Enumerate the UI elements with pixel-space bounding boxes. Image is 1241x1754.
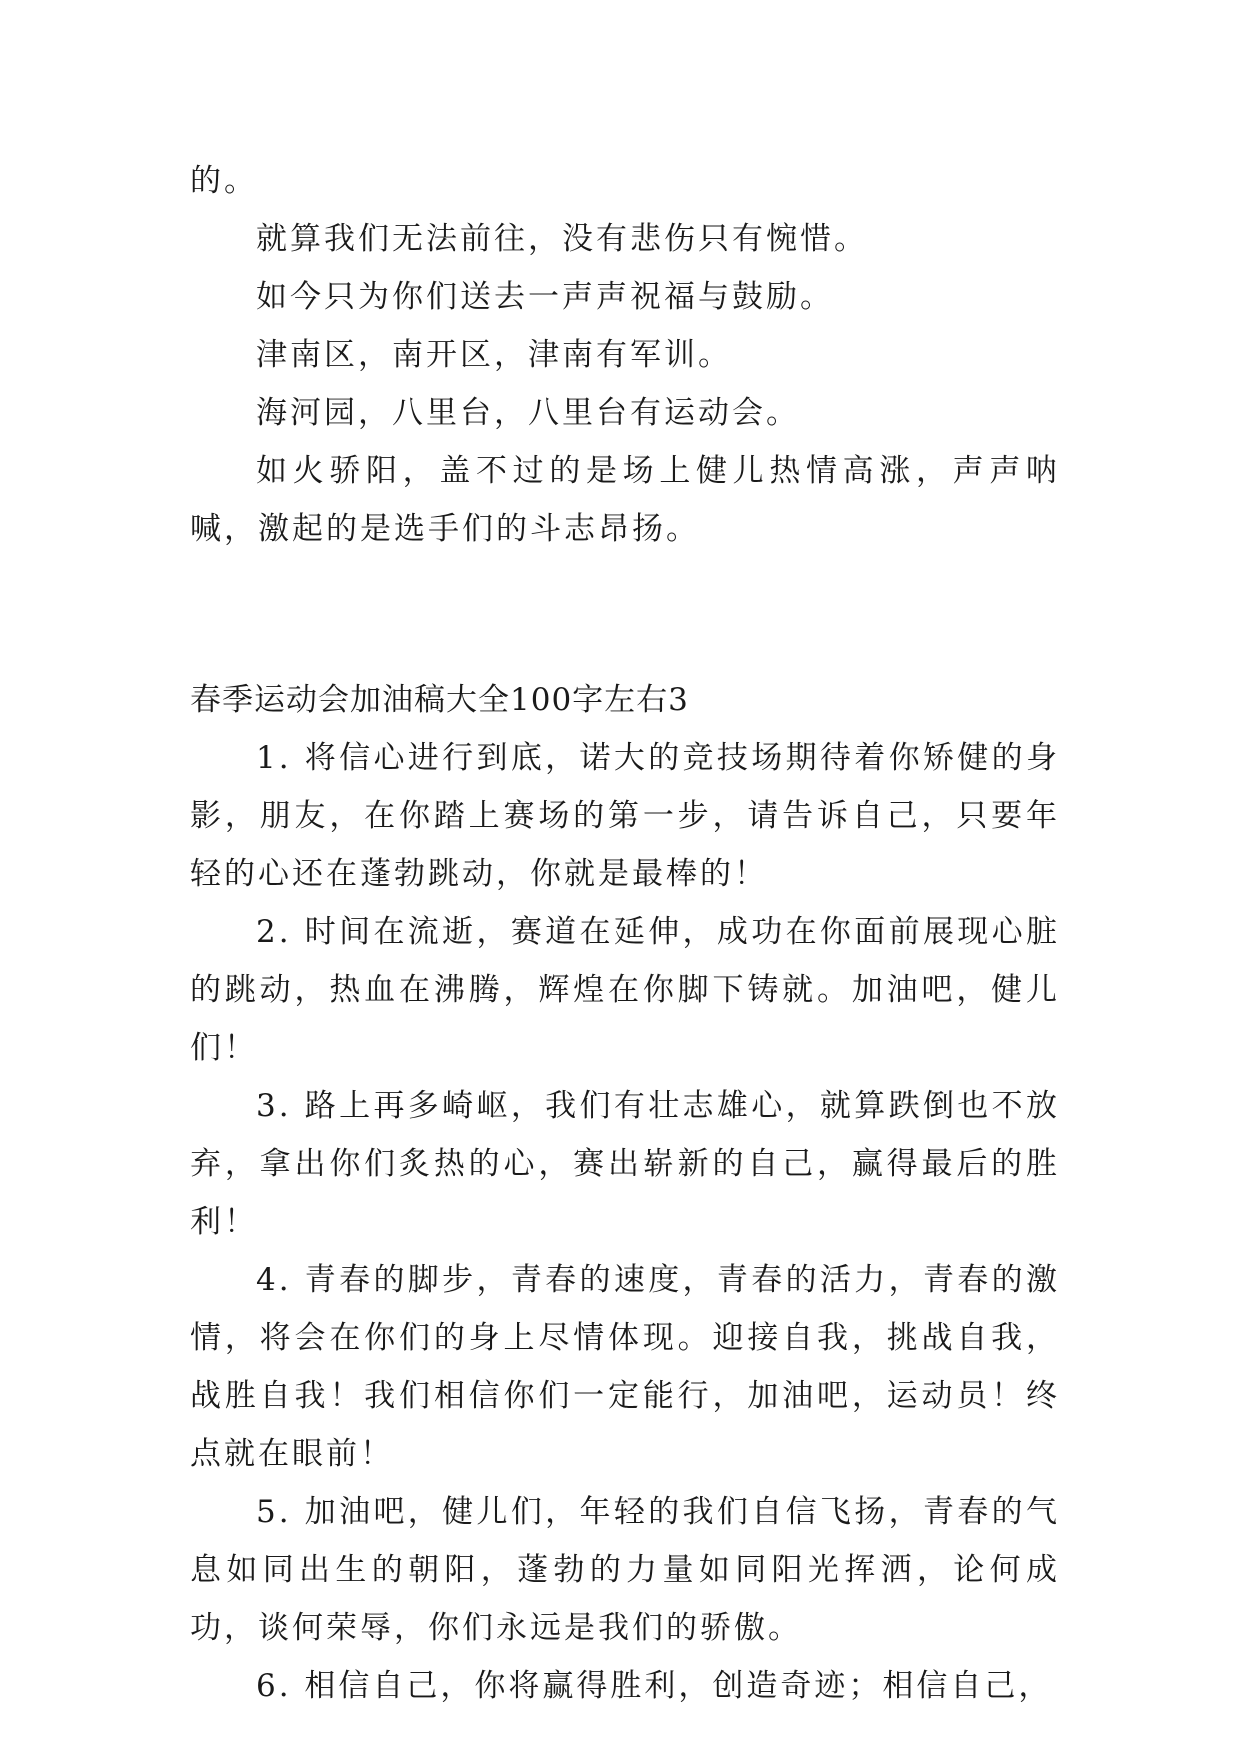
list-item: 2. 时间在流逝，赛道在延伸，成功在你面前展现心脏的跳动，热血在沸腾，辉煌在你脚下铸就。加油吧，健儿们！ xyxy=(190,914,1060,1066)
paragraph-continuation: 的。 xyxy=(190,163,258,199)
paragraph: 就算我们无法前往，没有悲伤只有惋惜。 xyxy=(256,221,868,257)
list-item: 6. 相信自己，你将赢得胜利，创造奇迹；相信自己， xyxy=(256,1668,1053,1704)
top-text-block xyxy=(190,152,1060,558)
list-item: 4. 青春的脚步，青春的速度，青春的活力，青春的激情，将会在你们的身上尽情体现。迎接自我，挑战自我，战胜自我！我们相信你们一定能行，加油吧，运动员！终点就在眼前！ xyxy=(190,1262,1060,1472)
list-item: 3. 路上再多崎岖，我们有壮志雄心，就算跌倒也不放弃，拿出你们炙热的心，赛出崭新的自己，赢得最后的胜利！ xyxy=(190,1088,1060,1240)
paragraph: 如今只为你们送去一声声祝福与鼓励。 xyxy=(256,279,834,315)
paragraph: 如火骄阳，盖不过的是场上健儿热情高涨，声声呐喊，激起的是选手们的斗志昂扬。 xyxy=(190,453,1060,547)
section-title: 春季运动会加油稿大全100字左右3 xyxy=(190,682,689,718)
paragraph: 津南区，南开区，津南有军训。 xyxy=(256,337,732,373)
list-item: 5. 加油吧，健儿们，年轻的我们自信飞扬，青春的气息如同出生的朝阳，蓬勃的力量如同阳光挥洒，论何成功，谈何荣辱，你们永远是我们的骄傲。 xyxy=(190,1494,1060,1646)
list-item: 1. 将信心进行到底，诺大的竞技场期待着你矫健的身影，朋友，在你踏上赛场的第一步，请告诉自己，只要年轻的心还在蓬勃跳动，你就是最棒的！ xyxy=(190,740,1060,892)
section-block xyxy=(190,671,1060,1715)
paragraph: 海河园，八里台，八里台有运动会。 xyxy=(256,395,800,431)
